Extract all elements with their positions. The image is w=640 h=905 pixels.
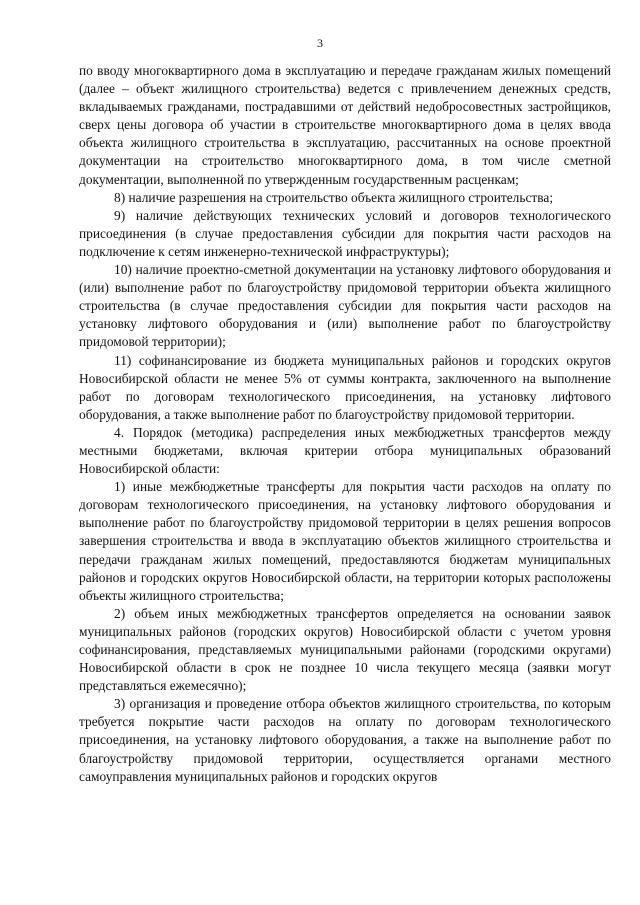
paragraph-subitem-3: 3) организация и проведение отбора объектов жилищного строительства, по которым требуется покрытие части расходов на оплату по договорам технологического присоединения, на установку лифтового оборудования, а также на выполнение работ по благоустройству придомовой территории, осуществляется органами местного самоуправления муниципальных районов и городских округов — [79, 696, 611, 784]
paragraph-subitem-2: 2) объем иных межбюджетных трансфертов определяется на основании заявок муниципальных районов (городских округов) Новосибирской области с учетом уровня софинансирования, представляемых муниципальными районами (городскими округами) Новосибирской области в срок не позднее 10 числа текущего месяца (заявки могут представляться ежемесячно); — [79, 605, 611, 694]
paragraph-item-9: 9) наличие действующих технических условий и договоров технологического присоединения (в случае предоставления субсидии для покрытия части расходов на подключение к сетям инженерно-технической инфраструктуры); — [79, 207, 611, 259]
paragraph-item-11: 11) софинансирование из бюджета муниципальных районов и городских округов Новосибирской области не менее 5% от суммы контракта, заключенного на выполнение работ по договорам технологического присоединения, на установку лифтового оборудования, а также выполнение работ по благоустройству придомовой территории. — [79, 352, 611, 422]
page-number: 3 — [317, 36, 323, 50]
document-body — [79, 62, 611, 786]
paragraph-subitem-1: 1) иные межбюджетные трансферты для покрытия части расходов на оплату по договорам технологического присоединения, на установку лифтового оборудования и выполнение работ по благоустройству придомовой территории в целях решения вопросов завершения строительства и ввода в эксплуатацию объектов жилищного строительства и передачи гражданам жилых помещений, предоставляются бюджетам муниципальных районов и городских округов Новосибирской области, на территории которых расположены объекты жилищного строительства; — [79, 479, 611, 603]
section-4-heading-paragraph: 4. Порядок (методика) распределения иных межбюджетных трансфертов между местными бюджетами, включая критерии отбора муниципальных образований Новосибирской области: — [79, 424, 611, 477]
paragraph-item-8: 8) наличие разрешения на строительство объекта жилищного строительства; — [114, 189, 554, 205]
paragraph-item-10: 10) наличие проектно-сметной документации на установку лифтового оборудования и (или) выполнение работ по благоустройству придомовой территории объекта жилищного строительства (в случае предоставления субсидии для покрытия части расходов на установку лифтового оборудования и (или) выполнение работ по благоустройству придомовой территории); — [79, 262, 611, 350]
paragraph-continuation: по вводу многоквартирного дома в эксплуатацию и передаче гражданам жилых помещений (далее – объект жилищного строительства) ведется с привлечением денежных средств, вкладываемых гражданами, пострадавшими от действий недобросовестных застройщиков, сверх цены договора об участии в строительстве многоквартирного дома в целях ввода объекта жилищного строительства в эксплуатацию, рассчитанных на основе проектной документации на строительство многоквартирного дома, в том числе сметной документации, выполненной по утвержденным государственным расценкам; — [79, 63, 611, 187]
